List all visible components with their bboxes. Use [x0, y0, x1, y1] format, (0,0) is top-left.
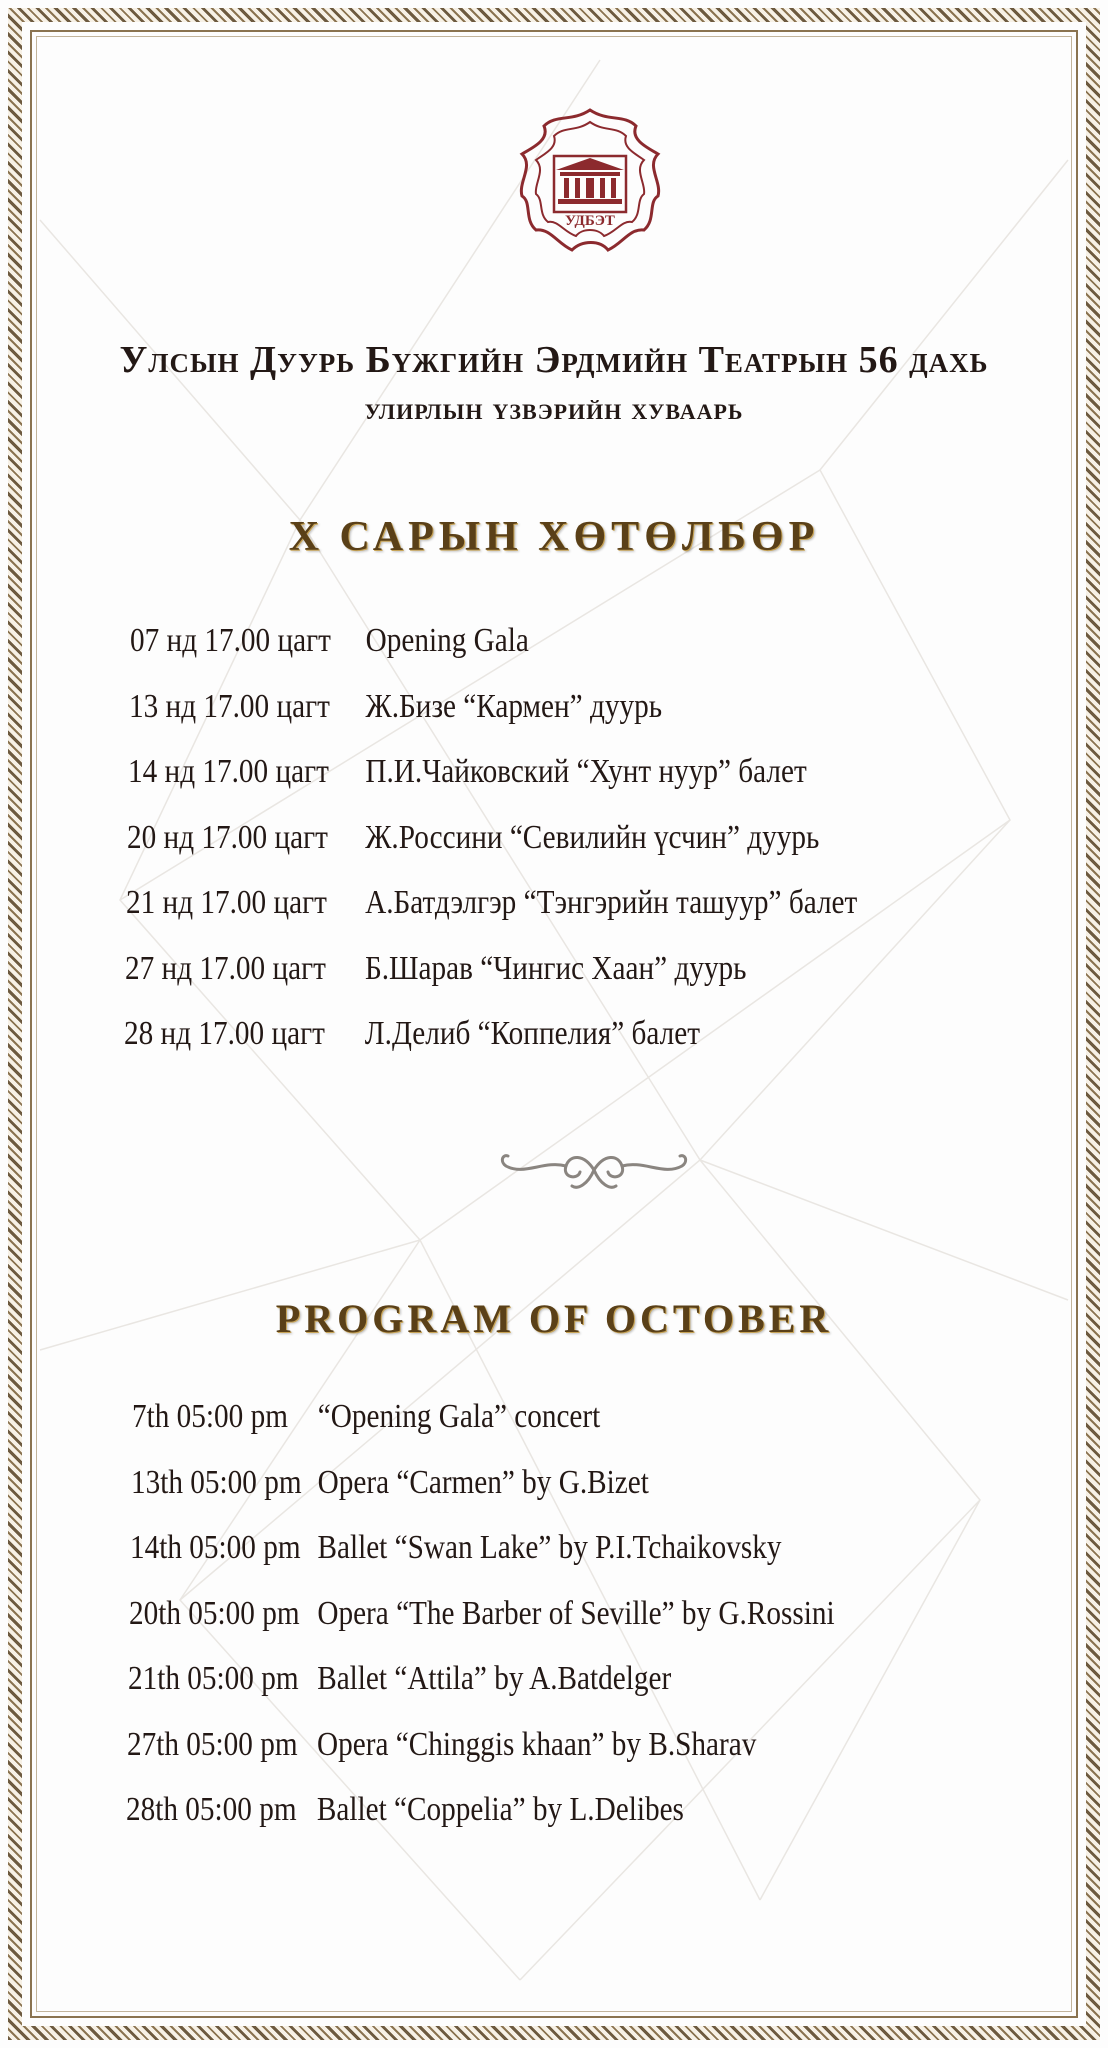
- event-title: Opera “Carmen” by G.Bizet: [317, 1464, 649, 1501]
- event-time: 14 нд 17.00 цагт: [128, 753, 329, 790]
- event-title: П.И.Чайковский “Хунт нуур” балет: [365, 753, 807, 790]
- event-title: Ballet “Attila” by A.Batdelger: [317, 1660, 672, 1697]
- event-time: 13th 05:00 pm: [131, 1464, 302, 1501]
- event-time: 21th 05:00 pm: [128, 1660, 299, 1697]
- logo-text: УДБЭТ: [565, 213, 615, 229]
- event-time: 27th 05:00 pm: [127, 1726, 298, 1763]
- event-time: 14th 05:00 pm: [130, 1529, 301, 1566]
- event-time: 07 нд 17.00 цагт: [130, 622, 331, 659]
- flourish-divider-icon: [494, 1140, 694, 1200]
- mongolian-program-heading: Х САРЫН ХӨТӨЛБӨР: [288, 514, 820, 560]
- event-title: Opera “Chinggis khaan” by B.Sharav: [317, 1726, 757, 1763]
- event-title: Ballet “Swan Lake” by P.I.Tchaikovsky: [317, 1529, 782, 1566]
- event-time: 13 нд 17.00 цагт: [129, 688, 330, 725]
- event-title: Ж.Бизе “Кармен” дуурь: [365, 688, 663, 725]
- event-time: 7th 05:00 pm: [132, 1398, 288, 1435]
- event-time: 27 нд 17.00 цагт: [125, 950, 326, 987]
- event-time: 20th 05:00 pm: [129, 1595, 300, 1632]
- event-time: 28th 05:00 pm: [126, 1791, 297, 1828]
- english-program-heading: PROGRAM OF OCTOBER: [275, 1296, 833, 1341]
- event-time: 20 нд 17.00 цагт: [127, 819, 328, 856]
- page-title-line1: Улсын Дуурь Бүжгийн Эрдмийн Театрын 56 дахь: [119, 339, 989, 381]
- event-title: Ж.Россини “Севилийн үсчин” дуурь: [365, 819, 820, 856]
- event-title: Ballet “Coppelia” by L.Delibes: [316, 1791, 684, 1828]
- event-title: Opening Gala: [365, 622, 529, 659]
- page-title-line2: улирлын үзвэрийн хуваарь: [364, 390, 744, 426]
- event-time: 21 нд 17.00 цагт: [126, 884, 327, 921]
- theatre-emblem-icon: [512, 104, 668, 260]
- event-title: Л.Делиб “Коппелия” балет: [364, 1015, 701, 1052]
- event-title: “Opening Gala” concert: [317, 1398, 601, 1435]
- event-title: А.Батдэлгэр “Тэнгэрийн ташуур” балет: [365, 884, 858, 921]
- event-time: 28 нд 17.00 цагт: [124, 1015, 325, 1052]
- event-title: Б.Шарав “Чингис Хаан” дуурь: [364, 950, 747, 987]
- event-title: Opera “The Barber of Seville” by G.Rossini: [317, 1595, 835, 1632]
